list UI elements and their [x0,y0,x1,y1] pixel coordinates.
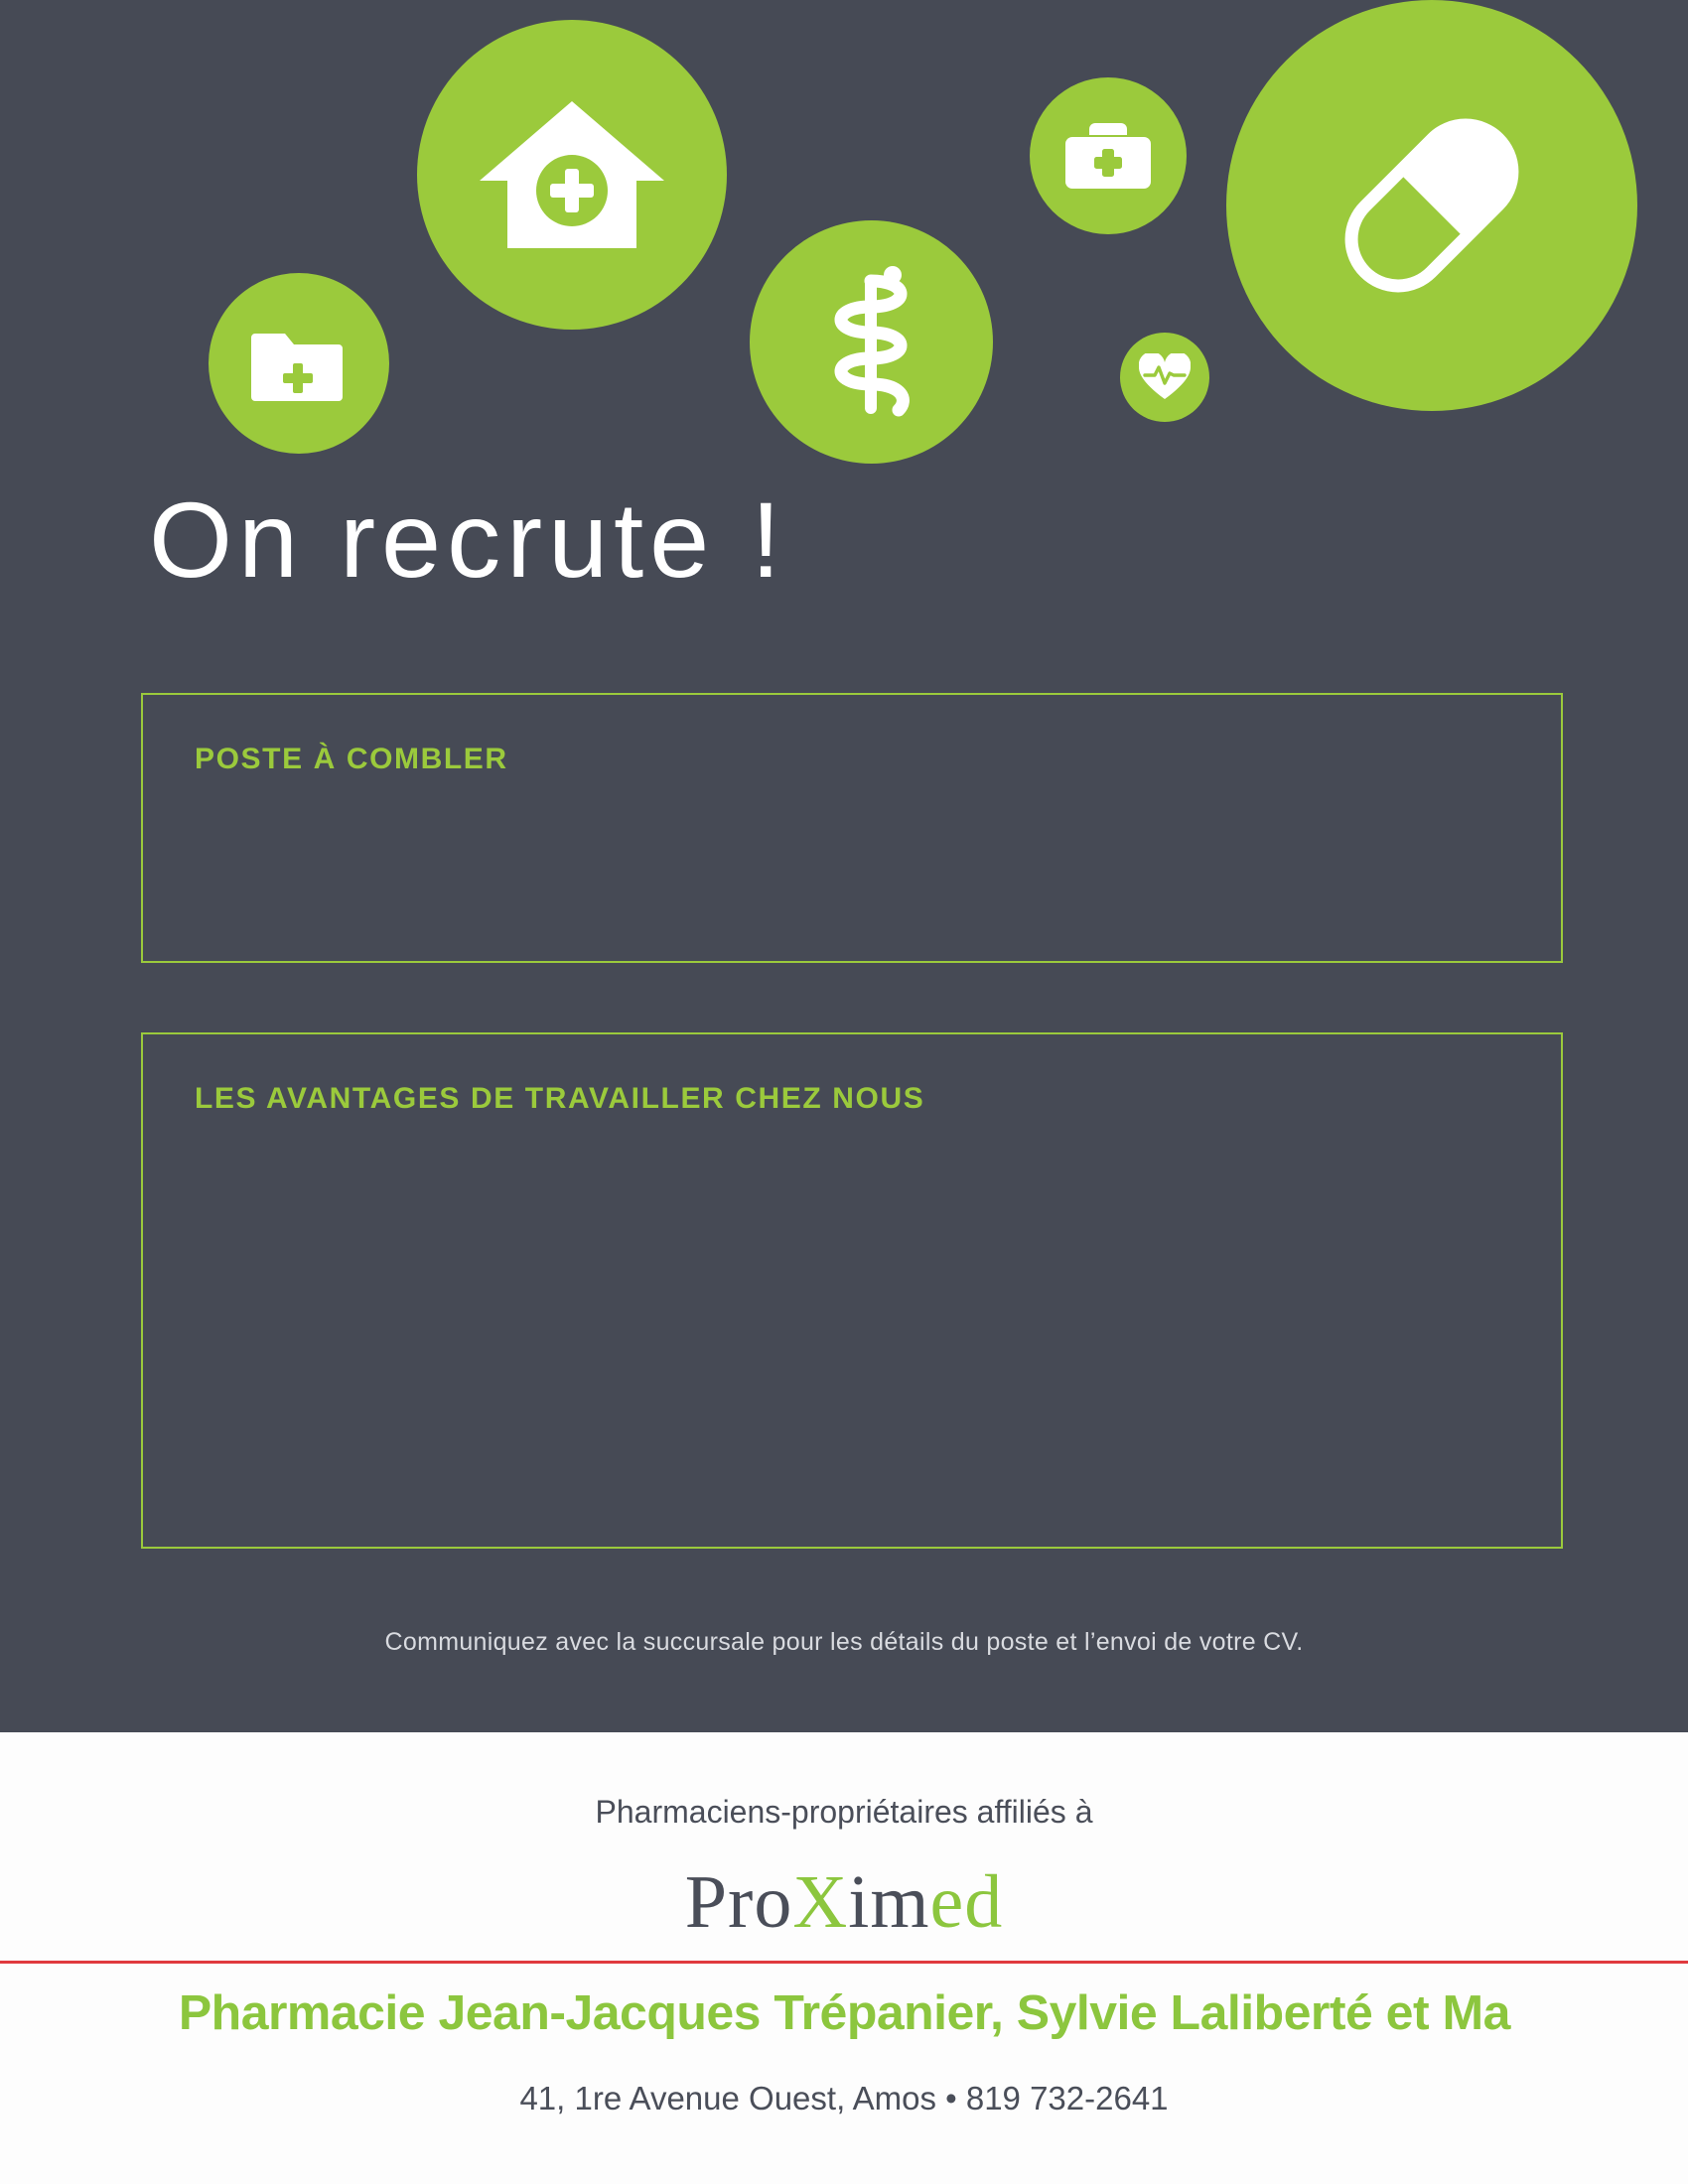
pharmacy-name [0,1985,1688,2041]
first-aid-kit-icon [1030,77,1187,234]
logo-part-pro: Pro [684,1860,793,1944]
heart-pulse-icon [1120,333,1209,422]
poste-a-combler-label: POSTE À COMBLER [195,743,508,775]
contact-footnote: Communiquez avec la succursale pour les détails du poste et l’envoi de votre CV. [384,1628,1304,1656]
house-plus-icon [417,20,727,330]
proximed-logo [0,1859,1688,1946]
pharmacy-address: 41, 1re Avenue Ouest, Amos • 819 732-2641 [519,2080,1169,2116]
logo-part-im: im [848,1860,930,1944]
pharmacy-name-text: Pharmacie Jean-Jacques Trépanier, Sylvie Laliberté et Ma [178,1986,1510,2040]
folder-plus-icon [209,273,389,454]
asclepius-rod-icon [750,220,993,464]
poste-a-combler-box[interactable] [141,693,1563,963]
avantages-box[interactable] [141,1032,1563,1549]
affiliation-text: Pharmaciens-propriétaires affiliés à [595,1794,1093,1830]
page-title: On recrute ! [149,479,787,600]
avantages-label: LES AVANTAGES DE TRAVAILLER CHEZ NOUS [195,1082,925,1115]
pill-capsule-icon [1226,0,1637,411]
logo-part-ed: ed [929,1860,1004,1944]
logo-part-x: X [792,1860,849,1944]
divider-rule [0,1961,1688,1964]
